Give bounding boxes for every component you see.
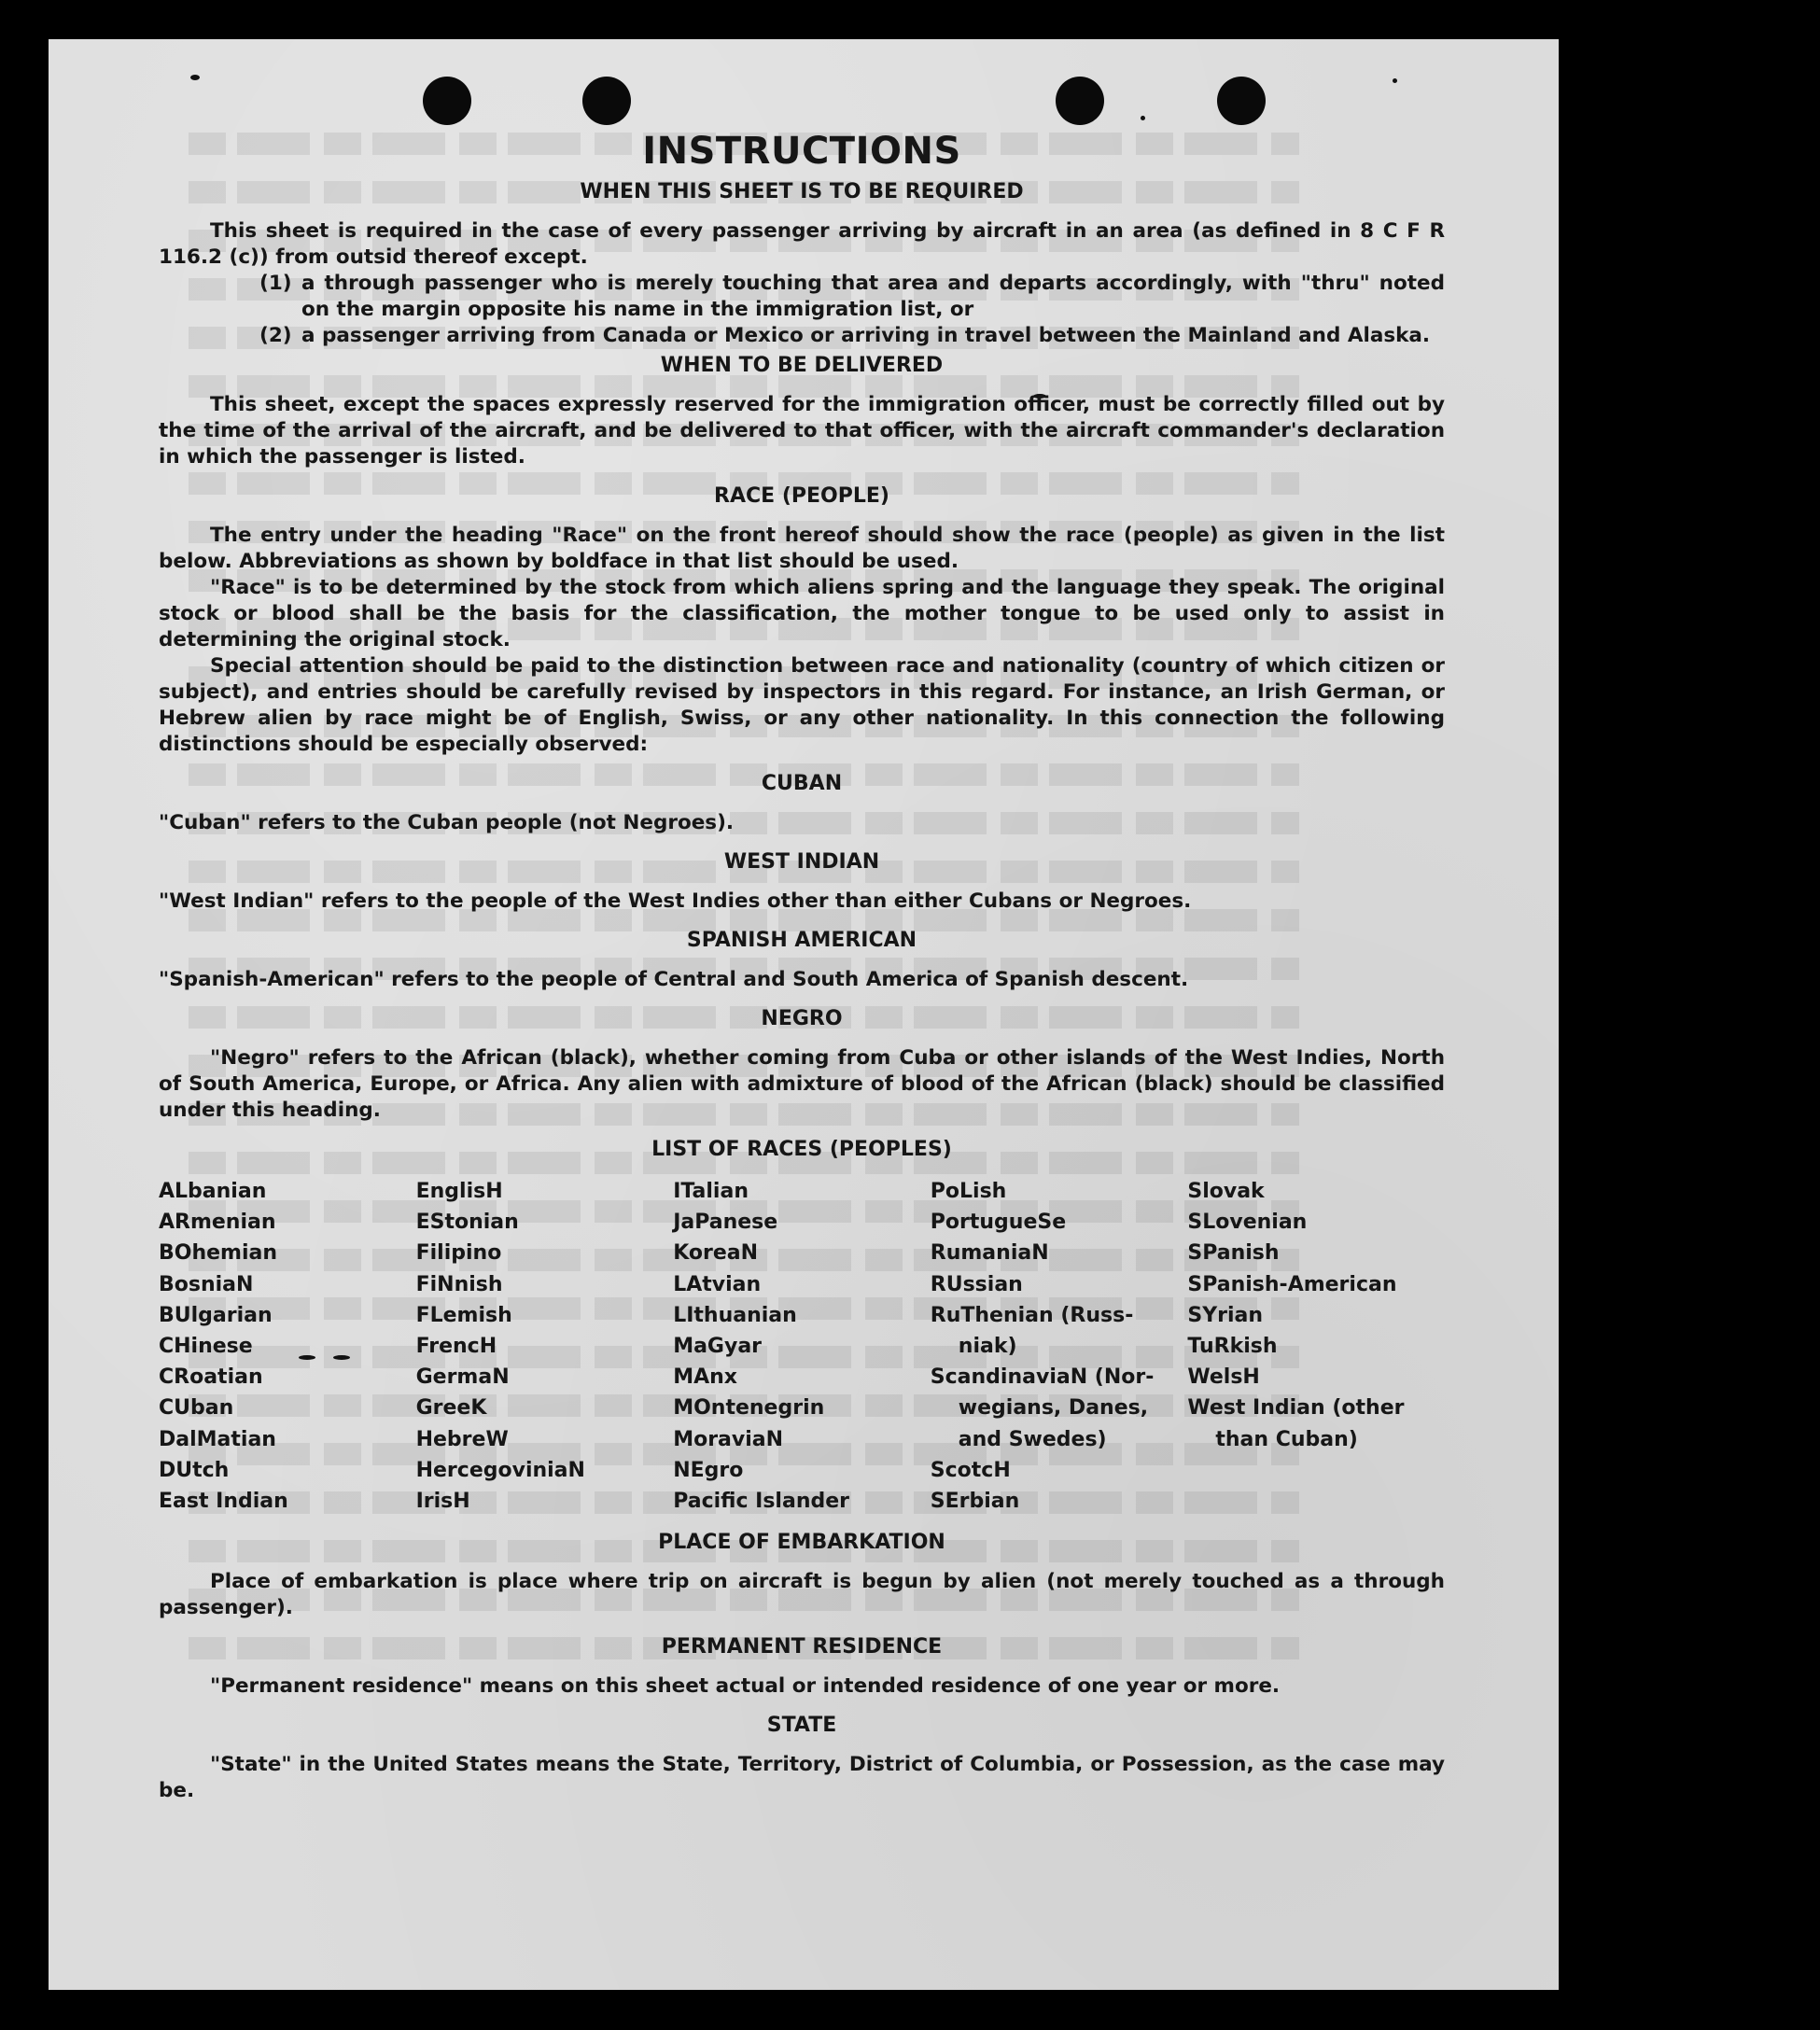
heading-embarkation: PLACE OF EMBARKATION (658, 1531, 945, 1555)
race-entry: RumaniaN (930, 1241, 1049, 1266)
paragraph-race-1: The entry under the heading "Race" on the front hereof should show the race (people) as given in the list below. Abbreviations as shown by boldface in that list should be used. (159, 524, 1445, 573)
race-column (931, 1176, 1188, 1517)
race-entry: BosniaN (159, 1272, 254, 1296)
race-entry: CHinese (159, 1335, 253, 1359)
heading-when-required: WHEN THIS SHEET IS TO BE REQUIRED (580, 180, 1024, 203)
race-entry: DalMatian (159, 1427, 276, 1451)
item-number: (1) (259, 272, 292, 295)
punch-hole (1056, 77, 1104, 125)
race-entry: MAnx (673, 1365, 737, 1390)
race-entry: wegians, Danes, (958, 1396, 1149, 1421)
paragraph-when-delivered: This sheet, except the spaces expressly reserved for the immigration officer, must be correctly filled out by the time of the arrival of the aircraft, and be delivered to that officer, with the aircraft commander's declaration in which the passenger is listed. (159, 393, 1445, 469)
race-entry: HebreW (415, 1427, 509, 1451)
heading-list-of-races: LIST OF RACES (PEOPLES) (651, 1138, 952, 1161)
race-column (416, 1176, 674, 1517)
race-entry: CRoatian (159, 1365, 263, 1390)
race-entry: CUban (159, 1396, 234, 1421)
document-page (49, 39, 1559, 1990)
race-entry: KoreaN (673, 1241, 758, 1266)
heading-permanent-residence: PERMANENT RESIDENCE (661, 1635, 943, 1659)
race-entry: than Cuban) (1215, 1427, 1358, 1451)
race-entry: MaGyar (673, 1335, 763, 1359)
heading-west-indian: WEST INDIAN (723, 850, 880, 874)
paragraph-state: "State" in the United States means the State, Territory, District of Columbia, or Possession, as the case may be. (159, 1753, 1445, 1803)
heading-state: STATE (766, 1714, 837, 1738)
list-item (259, 271, 1445, 323)
race-entry: ScotcH (930, 1458, 1011, 1482)
race-entry: ARmenian (159, 1211, 276, 1235)
race-entry: MoraviaN (673, 1427, 784, 1451)
paragraph-race-3: Special attention should be paid to the distinction between race and nationality (country of which citizen or subject), and entries should be carefully revised by inspectors in this regard. For instance, an Irish German, or Hebrew alien by race might be of English, Swiss, or any other nationality. In this connection the following distinctions should be especially observed: (159, 654, 1445, 756)
paragraph-race-2: "Race" is to be determined by the stock from which aliens spring and the language they speak. The original stock or blood shall be the basis for the classification, the mother tongue to be used only to assist in determining the original stock. (159, 576, 1445, 651)
paragraph-permanent-residence: "Permanent residence" means on this sheet actual or intended residence of one year or more. (210, 1674, 1281, 1699)
punch-hole (1217, 77, 1266, 125)
race-entry: MOntenegrin (673, 1396, 825, 1421)
heading-race: RACE (PEOPLE) (714, 484, 889, 508)
race-entry: GermaN (415, 1365, 510, 1390)
paragraph-when-required: This sheet is required in the case of every passenger arriving by aircraft in an area (as defined in 8 C F R 116.2 (c)) from outsid thereof except. (159, 219, 1445, 269)
race-entry: LAtvian (673, 1272, 762, 1296)
race-entry: SPanish-American (1187, 1272, 1397, 1296)
paragraph-negro: "Negro" refers to the African (black), whether coming from Cuba or other islands of the West Indies, North of South America, Europe, or Africa. Any alien with admixture of blood of the African (black) should be classified under this heading. (159, 1046, 1445, 1122)
race-entry: DUtch (159, 1458, 230, 1482)
race-list (159, 1176, 1445, 1517)
race-entry: PoLish (930, 1180, 1007, 1203)
race-entry: SYrian (1187, 1303, 1264, 1327)
heading-spanish-american: SPANISH AMERICAN (686, 929, 917, 952)
race-entry: niak) (958, 1335, 1017, 1359)
race-column (1187, 1176, 1445, 1517)
heading-cuban: CUBAN (761, 772, 843, 795)
heading-when-delivered: WHEN TO BE DELIVERED (660, 354, 944, 377)
race-entry: Filipino (415, 1241, 502, 1266)
race-entry: FLemish (415, 1303, 512, 1327)
race-entry: Slovak (1187, 1180, 1265, 1203)
paragraph-cuban: "Cuban" refers to the Cuban people (not Negroes). (159, 811, 735, 834)
race-entry: JaPanese (673, 1211, 778, 1235)
race-entry: West Indian (other (1187, 1396, 1405, 1421)
document-title: INSTRUCTIONS (642, 130, 961, 173)
punch-hole (582, 77, 631, 125)
race-entry: RUssian (930, 1272, 1023, 1296)
race-entry: East Indian (159, 1490, 288, 1514)
race-entry: FiNnish (415, 1272, 503, 1296)
race-entry: LIthuanian (673, 1303, 797, 1327)
race-entry: HercegoviniaN (415, 1458, 585, 1482)
speck (1393, 78, 1397, 83)
heading-negro: NEGRO (761, 1007, 843, 1030)
race-entry: PortugueSe (930, 1211, 1067, 1235)
item-number: (2) (259, 324, 292, 347)
race-column (159, 1176, 416, 1517)
speck (190, 75, 200, 80)
race-entry: GreeK (415, 1396, 487, 1421)
paragraph-embarkation: Place of embarkation is place where trip on aircraft is begun by alien (not merely touched as a through passenger). (159, 1570, 1445, 1620)
race-entry: ITalian (673, 1180, 749, 1203)
paragraph-spanish-american: "Spanish-American" refers to the people of Central and South America of Spanish descent. (159, 968, 1189, 991)
race-entry: EnglisH (415, 1180, 503, 1203)
race-entry: TuRkish (1187, 1335, 1278, 1359)
race-entry: FrencH (415, 1335, 497, 1359)
item-text: a passenger arriving from Canada or Mexico or arriving in travel between the Mainland and Alaska. (301, 324, 1431, 347)
race-entry: SErbian (930, 1490, 1020, 1514)
race-entry: and Swedes) (958, 1427, 1107, 1451)
race-entry: RuThenian (Russ- (930, 1303, 1134, 1327)
race-entry: BUlgarian (159, 1303, 273, 1327)
punch-hole (423, 77, 471, 125)
race-entry: WelsH (1187, 1365, 1260, 1390)
race-entry: ScandinaviaN (Nor- (930, 1365, 1155, 1390)
item-text: a through passenger who is merely touching that area and departs accordingly, with "thru" noted on the margin opposite his name in the immigration list, or (301, 272, 1445, 321)
list-item (259, 323, 1445, 349)
paragraph-west-indian: "West Indian" refers to the people of the West Indies other than either Cubans or Negroes. (159, 889, 1192, 913)
race-entry: NEgro (673, 1458, 744, 1482)
race-entry: SLovenian (1187, 1211, 1308, 1235)
race-entry: ALbanian (159, 1180, 267, 1203)
instructions-content (159, 129, 1445, 1804)
race-entry: SPanish (1187, 1241, 1280, 1266)
race-entry: BOhemian (159, 1241, 278, 1266)
race-entry: Pacific Islander (673, 1490, 850, 1514)
speck (1141, 116, 1145, 120)
race-entry: EStonian (415, 1211, 519, 1235)
race-entry: IrisH (415, 1490, 470, 1514)
race-column (673, 1176, 931, 1517)
